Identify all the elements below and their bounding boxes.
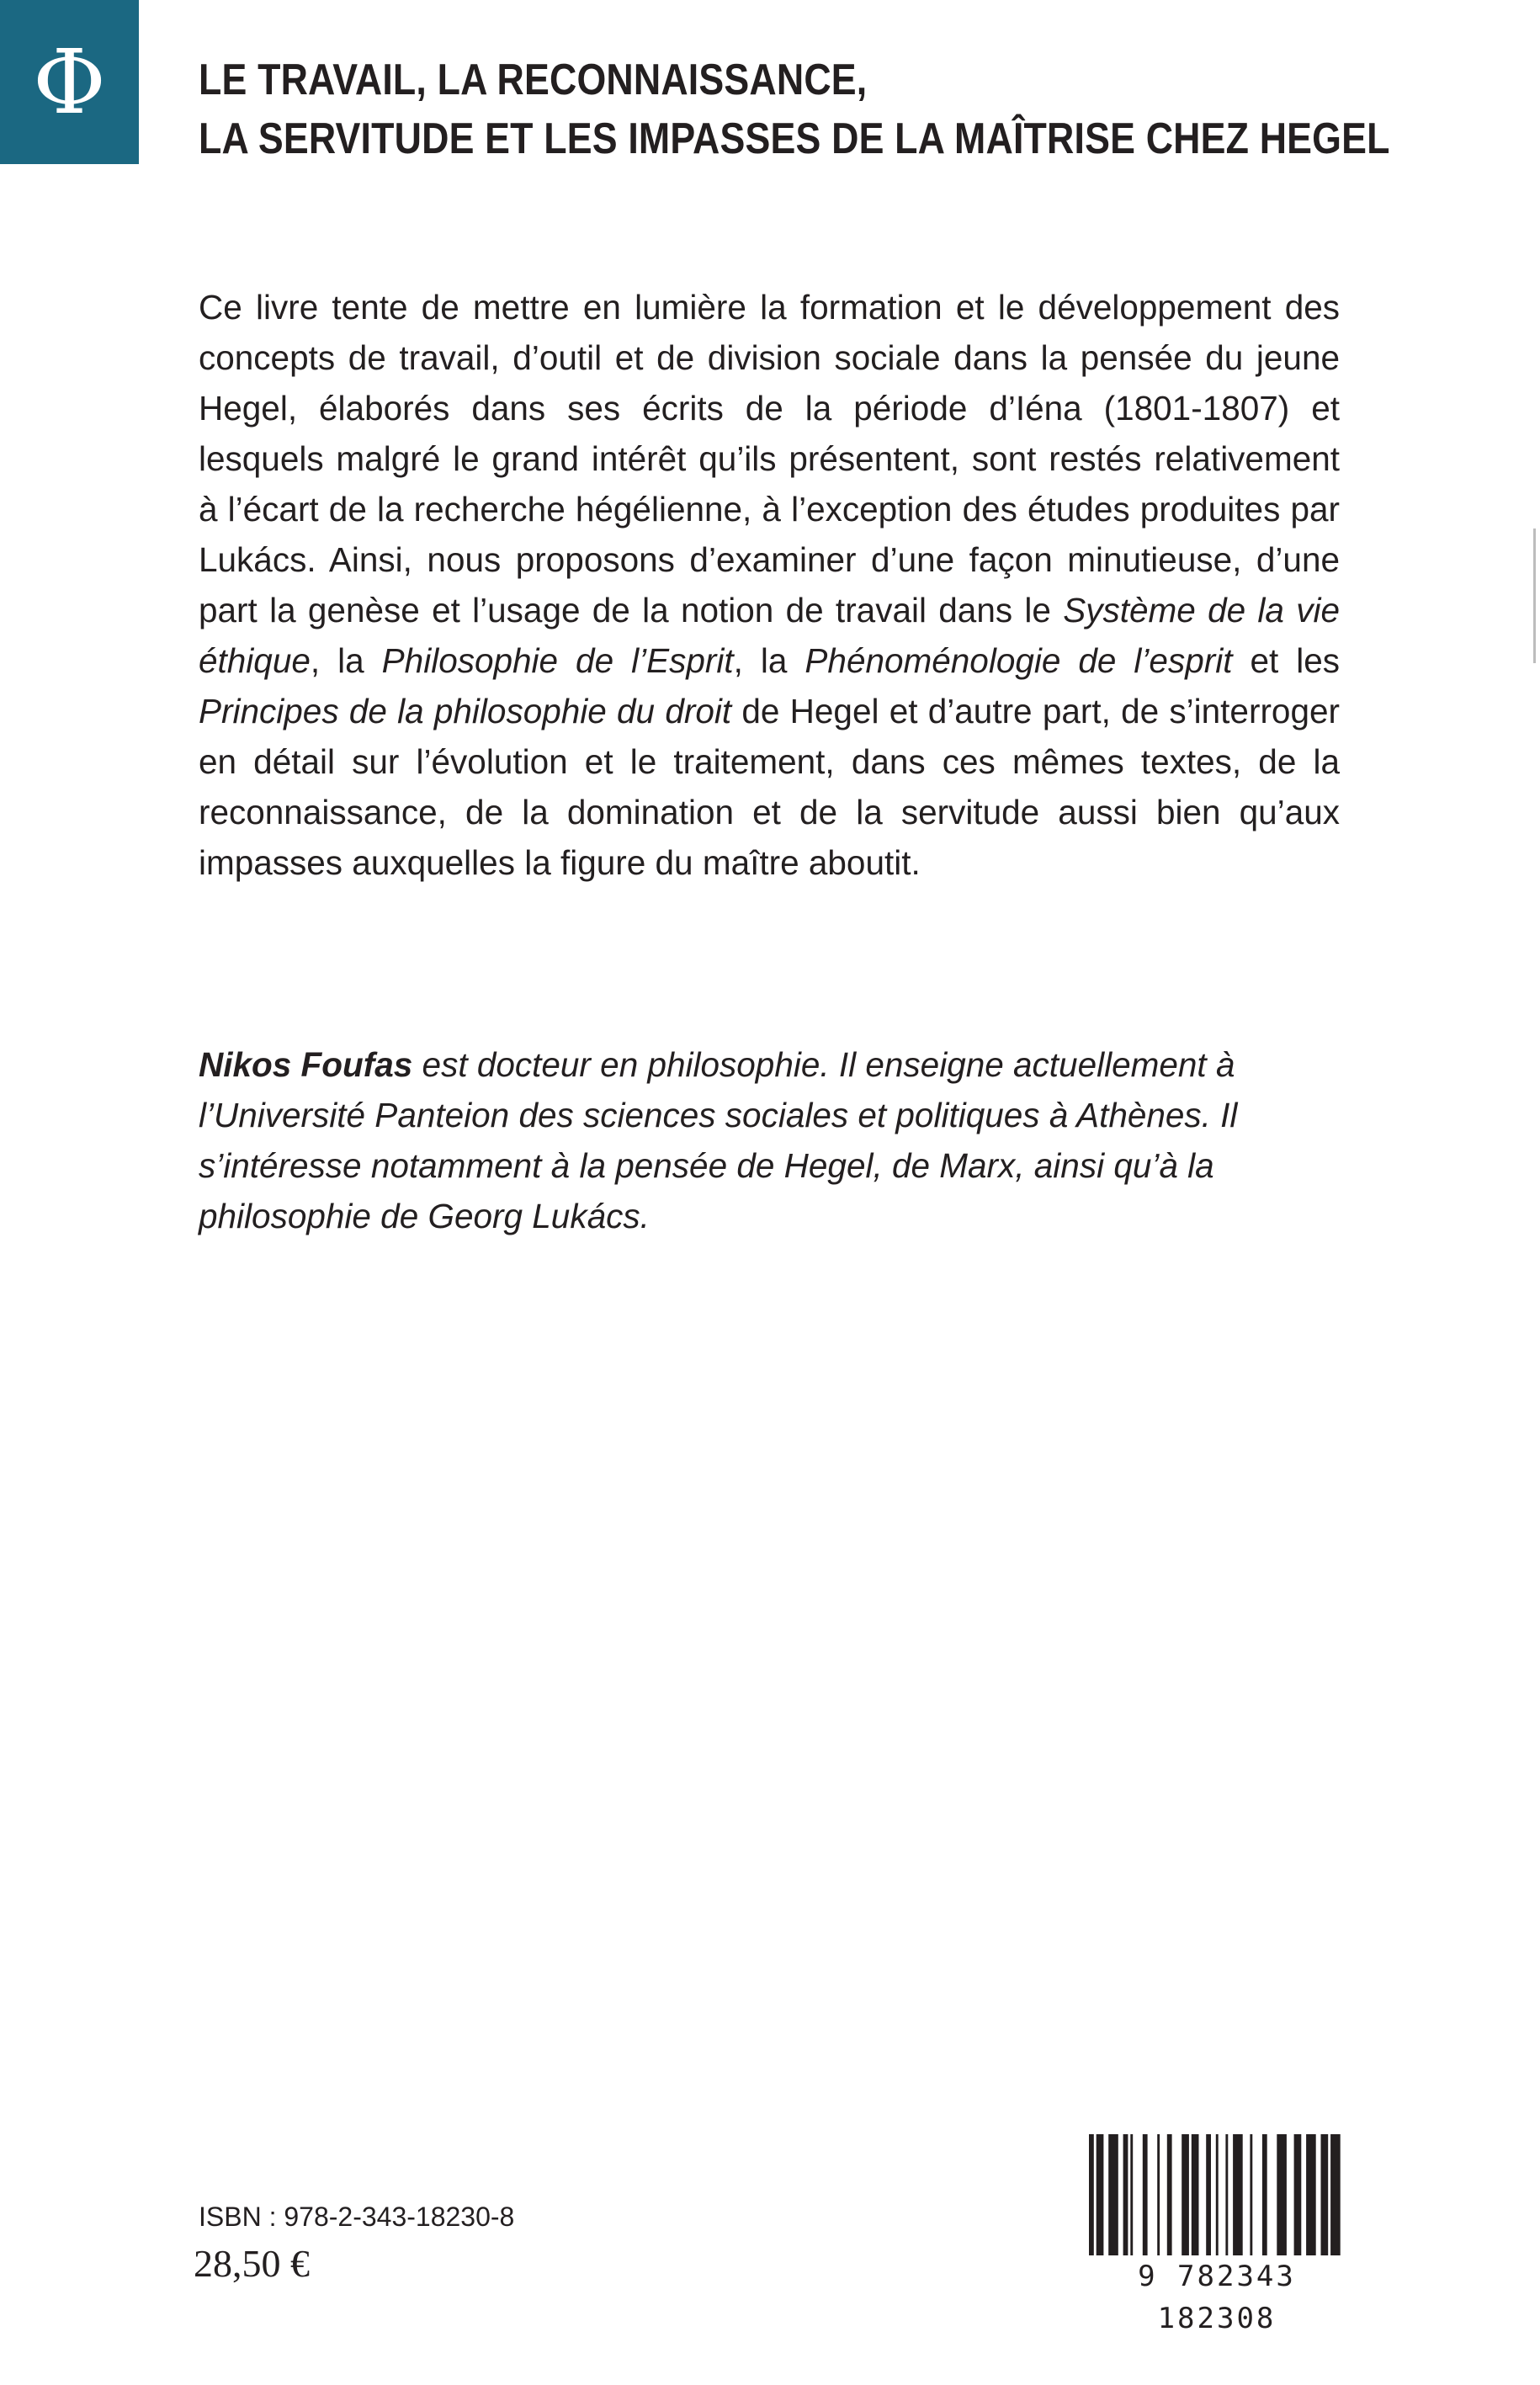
barcode-digits: 9 782343 182308	[1074, 2255, 1360, 2297]
barcode-bar	[1130, 2134, 1133, 2257]
title-line-1: LE TRAVAIL, LA RECONNAISSANCE,	[199, 56, 868, 104]
barcode-bar	[1330, 2134, 1341, 2257]
barcode-bar	[1321, 2134, 1329, 2257]
blurb-text-3: , la	[733, 641, 805, 680]
work-title-philosophie-esprit: Philosophie de l’Esprit	[381, 641, 734, 680]
barcode-bar	[1294, 2134, 1302, 2257]
barcode-bar	[1277, 2134, 1287, 2257]
barcode-bar	[1089, 2134, 1094, 2269]
barcode-bar	[1233, 2134, 1243, 2269]
barcode-bar	[1143, 2134, 1148, 2257]
author-name: Nikos Foufas	[199, 1045, 413, 1084]
phi-logo-icon: Φ	[33, 29, 106, 134]
author-bio	[199, 1039, 1340, 1241]
barcode-bar	[1250, 2134, 1252, 2257]
isbn: ISBN : 978-2-343-18230-8	[199, 2202, 515, 2232]
title-line-2: LA SERVITUDE ET LES IMPASSES DE LA MAÎTRISE CHEZ HEGEL	[199, 114, 1390, 163]
publisher-logo	[0, 0, 139, 164]
barcode-bar	[1216, 2134, 1219, 2257]
blurb-paragraph	[199, 282, 1340, 888]
blurb-text-2: , la	[310, 641, 382, 680]
barcode-bar	[1157, 2134, 1160, 2257]
work-title-principes: Principes de la philosophie du droit	[199, 692, 732, 730]
blurb-text-5: de Hegel et d’autre part, de s’interroger en détail sur l’évolution et le traitement, dans ces mêmes textes, de la reconnaissance, de la domination et de la servitude aussi bien qu’aux impasses auxquelles la figure du maître aboutit.	[199, 692, 1340, 882]
price: 28,50 €	[194, 2242, 310, 2285]
barcode-bar	[1108, 2134, 1118, 2257]
blurb-text-1: Ce livre tente de mettre en lumière la formation et le développement des concepts de travail, d’outil et de division sociale dans la pensée du jeune Hegel, élaborés dans ses écrits de la période d’Iéna (1801-1807) et lesquels malgré le grand intérêt qu’ils présentent, sont restés relativement à l’écart de la recherche hégélienne, à l’exception des études produites par Lukács. Ainsi, nous proposons d’examiner d’une façon minutieuse, d’une part la genèse et l’usage de la notion de travail dans le	[199, 288, 1340, 629]
book-title	[199, 50, 1390, 168]
work-title-phenomenologie: Phénoménologie de l’esprit	[805, 641, 1233, 680]
barcode-bar	[1225, 2134, 1228, 2257]
blurb-text-4: et les	[1232, 641, 1341, 680]
barcode-bar	[1182, 2134, 1189, 2257]
work-title-systeme: Système de la vie éthique	[199, 591, 1341, 680]
barcode-bar	[1306, 2134, 1316, 2257]
barcode-bar	[1167, 2134, 1172, 2257]
author-bio-text: est docteur en philosophie. Il enseigne actuellement à l’Université Panteion des sciences sociales et politiques à Athènes. Il s’intéresse notamment à la pensée de Hegel, de Marx, ainsi qu’à la philosophie de Georg Lukács.	[199, 1045, 1238, 1235]
back-cover-blurb	[199, 282, 1340, 888]
edge-divider	[1533, 529, 1536, 663]
barcode-bar	[1123, 2134, 1128, 2257]
barcode-bar	[1262, 2134, 1267, 2257]
barcode-bar	[1206, 2134, 1211, 2257]
barcode-bar	[1097, 2134, 1104, 2269]
barcode-bar	[1192, 2134, 1199, 2257]
barcode	[1074, 2131, 1360, 2335]
